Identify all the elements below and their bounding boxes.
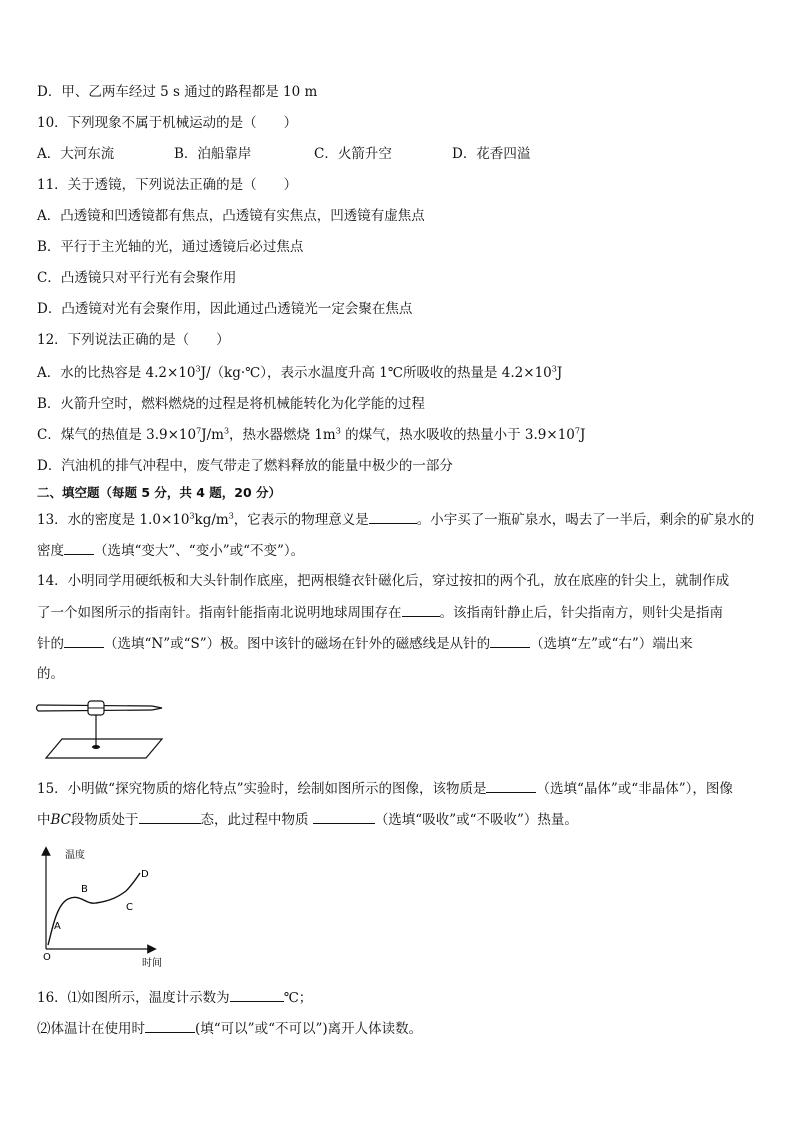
q12-stem: 12．下列说法正确的是（ ）	[37, 332, 230, 348]
q11-option-d: D．凸透镜对光有会聚作用，因此通过凸透镜光一定会聚在焦点	[37, 301, 413, 317]
q11-option-c: C．凸透镜只对平行光有会聚作用	[37, 270, 237, 286]
q12-option-b: B．火箭升空时，燃料燃烧的过程是将机械能转化为化学能的过程	[37, 396, 425, 412]
answer-blank[interactable]	[64, 634, 104, 648]
q10-option-d: D．花香四溢	[452, 146, 531, 162]
q10-option-b: B．泊船靠岸	[174, 146, 252, 162]
q16-line2: ⑵体温计在使用时 (填“可以”或“不可以”)离开人体读数。	[37, 1021, 423, 1037]
answer-blank[interactable]	[139, 810, 201, 824]
answer-blank[interactable]	[313, 810, 375, 824]
y-axis-label: 温度	[65, 850, 85, 861]
q15-line1: 15．小明做“探究物质的熔化特点”实验时，绘制如图所示的图像，该物质是 （选填“晶体”或“非晶体”），图像	[37, 781, 733, 797]
answer-blank[interactable]	[64, 541, 94, 555]
q11-option-a: A．凸透镜和凹透镜都有焦点，凸透镜有实焦点，凹透镜有虚焦点	[37, 208, 425, 224]
q11-option-b: B．平行于主光轴的光，通过透镜后必过焦点	[37, 239, 304, 255]
q11-stem: 11．关于透镜，下列说法正确的是（ ）	[37, 177, 298, 193]
cardboard-base	[46, 739, 162, 758]
answer-blank[interactable]	[490, 634, 530, 648]
answer-blank[interactable]	[145, 1019, 195, 1033]
melting-graph	[34, 843, 164, 973]
x-axis-label: 时间	[142, 958, 162, 969]
answer-blank[interactable]	[369, 510, 417, 524]
q12-option-d: D．汽油机的排气冲程中，废气带走了燃料释放的能量中极少的一部分	[37, 458, 453, 474]
pin-head	[92, 745, 100, 749]
q10-stem: 10．下列现象不属于机械运动的是（ ）	[37, 115, 298, 131]
q13-line1: 13．水的密度是 $1.0\times 10^3kg/m^3$，它表示的物理意义是 。小宇买了一瓶矿泉水，喝去了一半后，剩余的矿泉水的	[37, 511, 755, 528]
q14-line3: 针的 （选填“N”或“S”）极。图中该针的磁场在针外的磁感线是从针的 （选填“左”或“右”）端出来	[37, 636, 693, 652]
answer-blank[interactable]	[486, 779, 536, 793]
point-label-d: D	[141, 869, 149, 880]
q16-line1: 16．⑴如图所示，温度计示数为 ℃；	[37, 990, 313, 1006]
point-label-a: A	[54, 921, 61, 932]
origin-label: O	[43, 952, 51, 963]
answer-blank[interactable]	[402, 603, 440, 617]
point-label-c: C	[126, 902, 133, 913]
q13-line2: 密度 （选填“变大”、“变小”或“不变”）。	[37, 543, 305, 559]
q10-option-c: C．火箭升空	[314, 146, 392, 162]
q9-option-d: D．甲、乙两车经过 5 s 通过的路程都是 10 m	[37, 84, 318, 100]
q14-line4: 的。	[37, 666, 64, 682]
compass-figure	[34, 695, 166, 767]
q12-option-a: A．水的比热容是 $4.2\times 10^3J/(kg\cdot℃)$，表示水温度升高 1℃所吸收的热量是 $4.2\times 10^3J$	[37, 364, 563, 381]
q14-line2: 了一个如图所示的指南针。指南针能指南北说明地球周围存在 。该指南针静止后，针尖指南方，则针尖是指南	[37, 605, 723, 621]
q14-line1: 14．小明同学用硬纸板和大头针制作底座，把两根缝衣针磁化后，穿过按扣的两个孔，放在底座的针尖上，就制作成	[37, 573, 730, 589]
section-title: 二、填空题（每题 5 分，共 4 题，20 分）	[37, 485, 282, 500]
answer-blank[interactable]	[230, 988, 284, 1002]
q10-option-a: A．大河东流	[37, 146, 115, 162]
q15-line2: 中BC段物质处于 态，此过程中物质 （选填“吸收”或“不吸收”）热量。	[37, 812, 578, 828]
point-label-b: B	[81, 884, 88, 895]
q12-option-c: C．煤气的热值是 $3.9\times 10^7J/m^3$，热水器燃烧 $1m^3$ 的煤气，热水吸收的热量小于 $3.9\times 10^7J$	[37, 426, 586, 443]
